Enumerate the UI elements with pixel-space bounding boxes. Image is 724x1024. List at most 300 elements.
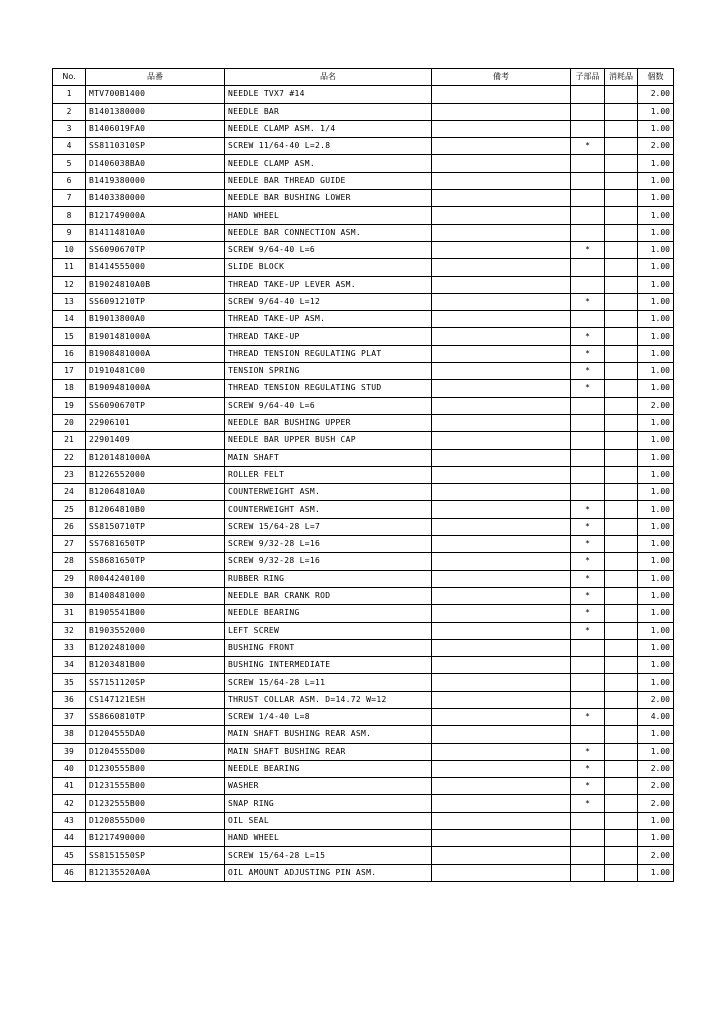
table-row: [53, 484, 674, 501]
remarks-cell: [432, 363, 571, 380]
quantity: 1.00: [638, 449, 674, 466]
sub-part-mark: [571, 86, 605, 103]
part-name: NEEDLE BAR THREAD GUIDE: [225, 172, 432, 189]
part-name: SCREW 15/64-28 L=11: [225, 674, 432, 691]
part-name: NEEDLE BEARING: [225, 605, 432, 622]
sub-part-mark: [571, 190, 605, 207]
sub-part-mark: [571, 657, 605, 674]
sub-part-mark: *: [571, 778, 605, 795]
table-row: [53, 155, 674, 172]
part-number: B1406019FA0: [86, 120, 225, 137]
consumable-mark: [605, 276, 638, 293]
part-number: B1909481000A: [86, 380, 225, 397]
sub-part-mark: *: [571, 587, 605, 604]
sub-part-mark: [571, 812, 605, 829]
remarks-cell: [432, 743, 571, 760]
part-number: D1204555DA0: [86, 726, 225, 743]
quantity: 2.00: [638, 691, 674, 708]
quantity: 1.00: [638, 432, 674, 449]
remarks-cell: [432, 449, 571, 466]
quantity: 2.00: [638, 795, 674, 812]
row-number: 43: [53, 812, 86, 829]
part-name: SCREW 9/32-28 L=16: [225, 553, 432, 570]
part-number: D1208555D00: [86, 812, 225, 829]
sub-part-mark: [571, 276, 605, 293]
quantity: 1.00: [638, 501, 674, 518]
sub-part-mark: [571, 155, 605, 172]
part-name: THREAD TAKE-UP LEVER ASM.: [225, 276, 432, 293]
sub-part-mark: *: [571, 345, 605, 362]
table-row: [53, 311, 674, 328]
row-number: 18: [53, 380, 86, 397]
table-row: [53, 241, 674, 258]
row-number: 38: [53, 726, 86, 743]
sub-part-mark: *: [571, 795, 605, 812]
consumable-mark: [605, 691, 638, 708]
quantity: 1.00: [638, 224, 674, 241]
row-number: 45: [53, 847, 86, 864]
remarks-cell: [432, 795, 571, 812]
consumable-mark: [605, 795, 638, 812]
part-number: 22901409: [86, 432, 225, 449]
remarks-cell: [432, 812, 571, 829]
table-row: [53, 743, 674, 760]
part-number: B14114810A0: [86, 224, 225, 241]
quantity: 2.00: [638, 760, 674, 777]
row-number: 39: [53, 743, 86, 760]
sub-part-mark: [571, 120, 605, 137]
remarks-cell: [432, 847, 571, 864]
consumable-mark: [605, 830, 638, 847]
sub-part-mark: [571, 449, 605, 466]
remarks-cell: [432, 380, 571, 397]
part-name: THRUST COLLAR ASM. D=14.72 W=12: [225, 691, 432, 708]
part-name: NEEDLE BAR CRANK ROD: [225, 587, 432, 604]
table-row: [53, 259, 674, 276]
quantity: 4.00: [638, 708, 674, 725]
row-number: 27: [53, 536, 86, 553]
table-row: [53, 207, 674, 224]
table-row: [53, 847, 674, 864]
part-name: SCREW 11/64-40 L=2.8: [225, 138, 432, 155]
part-number: B1903552000: [86, 622, 225, 639]
remarks-cell: [432, 172, 571, 189]
sub-part-mark: [571, 172, 605, 189]
part-number: B1202481000: [86, 639, 225, 656]
quantity: 1.00: [638, 380, 674, 397]
remarks-cell: [432, 345, 571, 362]
consumable-mark: [605, 484, 638, 501]
quantity: 1.00: [638, 276, 674, 293]
part-number: SS7681650TP: [86, 536, 225, 553]
header-quantity: 個数: [638, 69, 674, 86]
part-name: NEEDLE BAR: [225, 103, 432, 120]
consumable-mark: [605, 311, 638, 328]
table-row: [53, 293, 674, 310]
row-number: 26: [53, 518, 86, 535]
row-number: 11: [53, 259, 86, 276]
table-row: [53, 414, 674, 431]
header-consumable: 消耗品: [605, 69, 638, 86]
consumable-mark: [605, 380, 638, 397]
part-number: SS8151550SP: [86, 847, 225, 864]
row-number: 33: [53, 639, 86, 656]
sub-part-mark: *: [571, 293, 605, 310]
table-row: [53, 864, 674, 881]
row-number: 20: [53, 414, 86, 431]
remarks-cell: [432, 778, 571, 795]
consumable-mark: [605, 778, 638, 795]
sub-part-mark: [571, 864, 605, 881]
quantity: 1.00: [638, 674, 674, 691]
table-row: [53, 691, 674, 708]
sub-part-mark: *: [571, 501, 605, 518]
remarks-cell: [432, 622, 571, 639]
sub-part-mark: [571, 830, 605, 847]
part-name: COUNTERWEIGHT ASM.: [225, 501, 432, 518]
header-sub-part: 子部品: [571, 69, 605, 86]
table-row: [53, 657, 674, 674]
consumable-mark: [605, 466, 638, 483]
table-row: [53, 328, 674, 345]
row-number: 8: [53, 207, 86, 224]
table-row: [53, 605, 674, 622]
sub-part-mark: *: [571, 605, 605, 622]
table-row: [53, 708, 674, 725]
consumable-mark: [605, 605, 638, 622]
part-number: B1419380000: [86, 172, 225, 189]
consumable-mark: [605, 190, 638, 207]
sub-part-mark: [571, 726, 605, 743]
consumable-mark: [605, 103, 638, 120]
table-row: [53, 778, 674, 795]
sub-part-mark: *: [571, 328, 605, 345]
consumable-mark: [605, 674, 638, 691]
quantity: 1.00: [638, 120, 674, 137]
row-number: 25: [53, 501, 86, 518]
table-row: [53, 86, 674, 103]
row-number: 24: [53, 484, 86, 501]
part-number: D1910481C00: [86, 363, 225, 380]
remarks-cell: [432, 103, 571, 120]
part-name: OIL AMOUNT ADJUSTING PIN ASM.: [225, 864, 432, 881]
remarks-cell: [432, 536, 571, 553]
table-row: [53, 622, 674, 639]
sub-part-mark: [571, 207, 605, 224]
consumable-mark: [605, 726, 638, 743]
sub-part-mark: *: [571, 518, 605, 535]
part-number: SS8150710TP: [86, 518, 225, 535]
remarks-cell: [432, 207, 571, 224]
row-number: 16: [53, 345, 86, 362]
part-name: COUNTERWEIGHT ASM.: [225, 484, 432, 501]
part-number: B1217490000: [86, 830, 225, 847]
part-number: B1408481000: [86, 587, 225, 604]
table-row: [53, 138, 674, 155]
consumable-mark: [605, 224, 638, 241]
header-part-name: 品名: [225, 69, 432, 86]
consumable-mark: [605, 518, 638, 535]
part-number: D1204555D00: [86, 743, 225, 760]
quantity: 1.00: [638, 605, 674, 622]
sub-part-mark: [571, 847, 605, 864]
remarks-cell: [432, 328, 571, 345]
row-number: 3: [53, 120, 86, 137]
consumable-mark: [605, 328, 638, 345]
table-row: [53, 103, 674, 120]
consumable-mark: [605, 622, 638, 639]
part-number: SS6091210TP: [86, 293, 225, 310]
table-row: [53, 190, 674, 207]
consumable-mark: [605, 138, 638, 155]
part-name: THREAD TAKE-UP: [225, 328, 432, 345]
quantity: 1.00: [638, 103, 674, 120]
row-number: 10: [53, 241, 86, 258]
consumable-mark: [605, 207, 638, 224]
consumable-mark: [605, 708, 638, 725]
remarks-cell: [432, 276, 571, 293]
part-number: B1908481000A: [86, 345, 225, 362]
part-number: SS8681650TP: [86, 553, 225, 570]
part-name: HAND WHEEL: [225, 830, 432, 847]
header-remarks: 備考: [432, 69, 571, 86]
sub-part-mark: *: [571, 553, 605, 570]
consumable-mark: [605, 293, 638, 310]
sub-part-mark: *: [571, 708, 605, 725]
remarks-cell: [432, 760, 571, 777]
quantity: 1.00: [638, 639, 674, 656]
consumable-mark: [605, 155, 638, 172]
part-name: SCREW 1/4-40 L=8: [225, 708, 432, 725]
sub-part-mark: [571, 466, 605, 483]
consumable-mark: [605, 587, 638, 604]
quantity: 1.00: [638, 536, 674, 553]
part-name: NEEDLE CLAMP ASM.: [225, 155, 432, 172]
remarks-cell: [432, 397, 571, 414]
table-row: [53, 120, 674, 137]
sub-part-mark: [571, 674, 605, 691]
row-number: 37: [53, 708, 86, 725]
row-number: 46: [53, 864, 86, 881]
consumable-mark: [605, 432, 638, 449]
row-number: 12: [53, 276, 86, 293]
part-name: SCREW 9/64-40 L=12: [225, 293, 432, 310]
row-number: 34: [53, 657, 86, 674]
part-name: SNAP RING: [225, 795, 432, 812]
table-row: [53, 397, 674, 414]
table-header-row: [53, 69, 674, 86]
table-row: [53, 466, 674, 483]
sub-part-mark: *: [571, 380, 605, 397]
quantity: 1.00: [638, 345, 674, 362]
row-number: 7: [53, 190, 86, 207]
remarks-cell: [432, 155, 571, 172]
remarks-cell: [432, 639, 571, 656]
sub-part-mark: [571, 639, 605, 656]
part-number: SS7151120SP: [86, 674, 225, 691]
remarks-cell: [432, 708, 571, 725]
quantity: 2.00: [638, 86, 674, 103]
table-row: [53, 812, 674, 829]
table-row: [53, 570, 674, 587]
sub-part-mark: [571, 691, 605, 708]
parts-list-table: [52, 68, 674, 882]
table-row: [53, 760, 674, 777]
consumable-mark: [605, 414, 638, 431]
quantity: 1.00: [638, 812, 674, 829]
row-number: 4: [53, 138, 86, 155]
part-name: SCREW 9/64-40 L=6: [225, 241, 432, 258]
remarks-cell: [432, 86, 571, 103]
row-number: 2: [53, 103, 86, 120]
quantity: 1.00: [638, 864, 674, 881]
remarks-cell: [432, 311, 571, 328]
sub-part-mark: [571, 103, 605, 120]
part-name: WASHER: [225, 778, 432, 795]
row-number: 1: [53, 86, 86, 103]
part-name: BUSHING FRONT: [225, 639, 432, 656]
table-row: [53, 224, 674, 241]
row-number: 21: [53, 432, 86, 449]
row-number: 40: [53, 760, 86, 777]
sub-part-mark: *: [571, 622, 605, 639]
quantity: 1.00: [638, 414, 674, 431]
quantity: 1.00: [638, 155, 674, 172]
row-number: 35: [53, 674, 86, 691]
table-row: [53, 795, 674, 812]
remarks-cell: [432, 120, 571, 137]
part-name: SLIDE BLOCK: [225, 259, 432, 276]
remarks-cell: [432, 830, 571, 847]
part-name: RUBBER RING: [225, 570, 432, 587]
header-no: No.: [53, 69, 86, 86]
quantity: 1.00: [638, 293, 674, 310]
part-number: CS147121ESH: [86, 691, 225, 708]
table-row: [53, 726, 674, 743]
remarks-cell: [432, 259, 571, 276]
part-name: NEEDLE BAR BUSHING LOWER: [225, 190, 432, 207]
row-number: 19: [53, 397, 86, 414]
sub-part-mark: *: [571, 570, 605, 587]
quantity: 1.00: [638, 466, 674, 483]
part-name: OIL SEAL: [225, 812, 432, 829]
quantity: 2.00: [638, 138, 674, 155]
sub-part-mark: [571, 311, 605, 328]
part-number: B1905541B00: [86, 605, 225, 622]
part-name: TENSION SPRING: [225, 363, 432, 380]
table-row: [53, 536, 674, 553]
quantity: 1.00: [638, 207, 674, 224]
part-number: SS8110310SP: [86, 138, 225, 155]
remarks-cell: [432, 241, 571, 258]
part-number: D1406038BA0: [86, 155, 225, 172]
part-name: ROLLER FELT: [225, 466, 432, 483]
part-name: SCREW 9/32-28 L=16: [225, 536, 432, 553]
quantity: 1.00: [638, 172, 674, 189]
table-row: [53, 501, 674, 518]
part-number: B1403380000: [86, 190, 225, 207]
remarks-cell: [432, 726, 571, 743]
part-number: B19024810A0B: [86, 276, 225, 293]
row-number: 14: [53, 311, 86, 328]
quantity: 1.00: [638, 518, 674, 535]
sub-part-mark: [571, 414, 605, 431]
row-number: 13: [53, 293, 86, 310]
table-row: [53, 172, 674, 189]
part-number: B12135520A0A: [86, 864, 225, 881]
remarks-cell: [432, 224, 571, 241]
sub-part-mark: *: [571, 536, 605, 553]
part-number: 22906101: [86, 414, 225, 431]
row-number: 6: [53, 172, 86, 189]
remarks-cell: [432, 691, 571, 708]
quantity: 1.00: [638, 657, 674, 674]
table-row: [53, 380, 674, 397]
remarks-cell: [432, 414, 571, 431]
remarks-cell: [432, 501, 571, 518]
part-name: SCREW 9/64-40 L=6: [225, 397, 432, 414]
row-number: 31: [53, 605, 86, 622]
table-row: [53, 276, 674, 293]
part-name: MAIN SHAFT: [225, 449, 432, 466]
part-name: NEEDLE BEARING: [225, 760, 432, 777]
table-body: [53, 86, 674, 882]
quantity: 1.00: [638, 553, 674, 570]
consumable-mark: [605, 812, 638, 829]
part-number: SS6090670TP: [86, 241, 225, 258]
row-number: 22: [53, 449, 86, 466]
part-name: THREAD TENSION REGULATING STUD: [225, 380, 432, 397]
quantity: 2.00: [638, 778, 674, 795]
quantity: 1.00: [638, 587, 674, 604]
quantity: 2.00: [638, 847, 674, 864]
row-number: 44: [53, 830, 86, 847]
table-row: [53, 518, 674, 535]
part-name: LEFT SCREW: [225, 622, 432, 639]
remarks-cell: [432, 190, 571, 207]
row-number: 29: [53, 570, 86, 587]
part-number: B1414555000: [86, 259, 225, 276]
consumable-mark: [605, 657, 638, 674]
remarks-cell: [432, 864, 571, 881]
part-name: MAIN SHAFT BUSHING REAR ASM.: [225, 726, 432, 743]
part-number: B1901481000A: [86, 328, 225, 345]
part-number: B1401380000: [86, 103, 225, 120]
part-number: B1203481B00: [86, 657, 225, 674]
remarks-cell: [432, 293, 571, 310]
remarks-cell: [432, 518, 571, 535]
part-number: B12064810B0: [86, 501, 225, 518]
quantity: 1.00: [638, 570, 674, 587]
consumable-mark: [605, 639, 638, 656]
remarks-cell: [432, 553, 571, 570]
part-number: R0044240100: [86, 570, 225, 587]
part-number: D1232555B00: [86, 795, 225, 812]
row-number: 30: [53, 587, 86, 604]
consumable-mark: [605, 345, 638, 362]
remarks-cell: [432, 674, 571, 691]
consumable-mark: [605, 864, 638, 881]
part-name: HAND WHEEL: [225, 207, 432, 224]
part-name: MAIN SHAFT BUSHING REAR: [225, 743, 432, 760]
part-number: B12064810A0: [86, 484, 225, 501]
quantity: 1.00: [638, 363, 674, 380]
quantity: 1.00: [638, 259, 674, 276]
part-number: D1230555B00: [86, 760, 225, 777]
quantity: 2.00: [638, 397, 674, 414]
consumable-mark: [605, 536, 638, 553]
sub-part-mark: [571, 432, 605, 449]
